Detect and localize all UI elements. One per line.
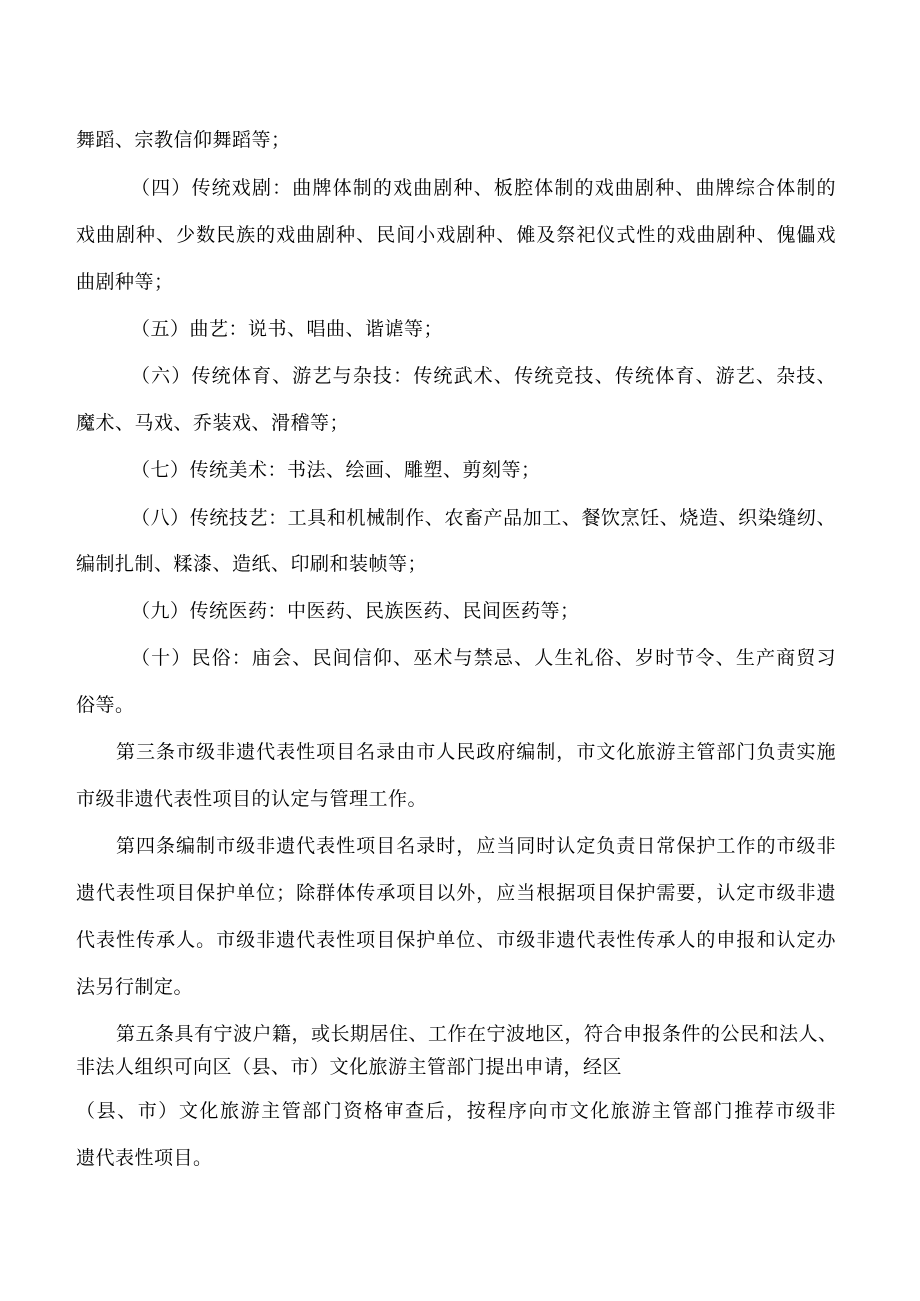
text-line-19: 法另行制定。 [76,976,194,998]
text-line-16: 第四条编制市级非遗代表性项目名录时，应当同时认定负责日常保护工作的市级非 [116,835,836,857]
text-line-7: 魔术、马戏、乔装戏、滑稽等； [76,412,350,434]
text-line-5: （五）曲艺：说书、唱曲、谐谑等； [131,318,444,340]
text-line-12: （十）民俗：庙会、民间信仰、巫术与禁忌、人生礼俗、岁时节令、生产商贸习 [131,647,836,669]
text-line-2: （四）传统戏剧：曲牌体制的戏曲剧种、板腔体制的戏曲剧种、曲牌综合体制的 [131,177,836,199]
text-line-18: 代表性传承人。市级非遗代表性项目保护单位、市级非遗代表性传承人的申报和认定办 [76,929,836,951]
text-line-10: 编制扎制、糅漆、造纸、印刷和装帧等； [76,553,428,575]
text-line-14: 第三条市级非遗代表性项目名录由市人民政府编制，市文化旅游主管部门负责实施 [116,741,836,763]
text-line-6: （六）传统体育、游艺与杂技：传统武术、传统竞技、传统体育、游艺、杂技、 [131,365,836,387]
text-line-1: 舞蹈、宗教信仰舞蹈等； [76,129,291,151]
text-line-20: 第五条具有宁波户籍，或长期居住、工作在宁波地区，符合申报条件的公民和法人、 [116,1023,838,1045]
text-line-17: 遗代表性项目保护单位；除群体传承项目以外，应当根据项目保护需要，认定市级非遗 [76,882,836,904]
text-line-23: 遗代表性项目。 [76,1147,213,1169]
text-line-4: 曲剧种等； [76,271,174,293]
text-line-22: （县、市）文化旅游主管部门资格审查后，按程序向市文化旅游主管部门推荐市级非 [76,1100,836,1122]
text-line-15: 市级非遗代表性项目的认定与管理工作。 [76,788,428,810]
text-line-8: （七）传统美术：书法、绘画、雕塑、剪刻等； [131,459,541,481]
text-line-11: （九）传统医药：中医药、民族医药、民间医药等； [131,600,580,622]
text-line-9: （八）传统技艺：工具和机械制作、农畜产品加工、餐饮烹饪、烧造、织染缝纫、 [131,507,836,529]
text-line-3: 戏曲剧种、少数民族的戏曲剧种、民间小戏剧种、傩及祭祀仪式性的戏曲剧种、傀儡戏 [76,224,836,246]
text-line-21: 非法人组织可向区（县、市）文化旅游主管部门提出申请，经区 [76,1056,623,1078]
text-line-13: 俗等。 [76,694,135,716]
